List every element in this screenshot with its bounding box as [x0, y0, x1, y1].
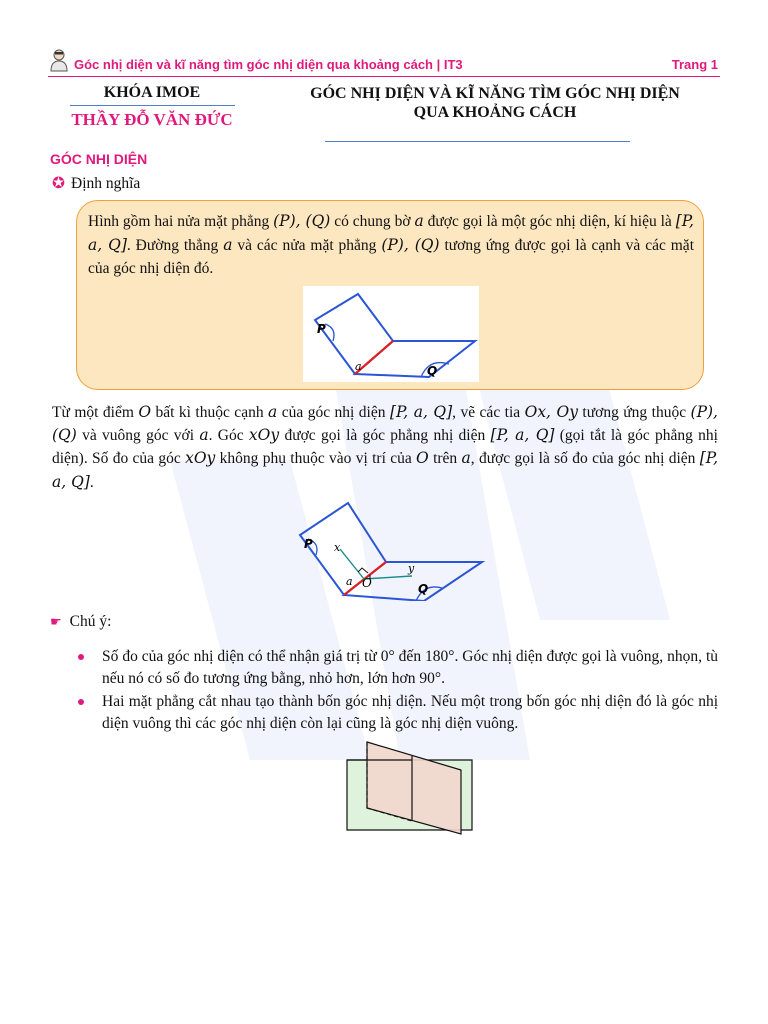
- pointing-hand-icon: ☛: [50, 614, 62, 629]
- label-o: O: [362, 576, 372, 590]
- title-line-1: GÓC NHỊ DIỆN VÀ KĨ NĂNG TÌM GÓC NHỊ DIỆN: [310, 85, 680, 102]
- note-heading-text: Chú ý:: [69, 613, 112, 630]
- label-p: P: [317, 322, 326, 336]
- page-number: Trang 1: [671, 57, 718, 72]
- label-p: P: [304, 537, 313, 551]
- label-q: Q: [418, 582, 429, 596]
- teacher-avatar-icon: [48, 48, 70, 72]
- definition-text: Hình gồm hai nửa mặt phẳng (P), (Q) có chung bờ a được gọi là một góc nhị diện, kí hiệu là [P, a, Q]. Đường thẳng a và các nửa mặt phẳng (P), (Q) tương ứng được gọi là cạnh và các mặt của góc nhị diện đó.: [88, 212, 694, 277]
- bullet-dot-icon: [78, 699, 84, 705]
- label-a: a: [355, 360, 362, 373]
- definition-heading: [52, 174, 140, 193]
- intersecting-planes-figure: [340, 740, 480, 836]
- page-header: [48, 48, 720, 77]
- note-item: Số đo của góc nhị diện có thể nhận giá trị từ 0° đến 180°. Góc nhị diện được gọi là vuông, nhọn, tù nếu nó có số đo tương ứng bằng, nhỏ hơn, lớn hơn 90°.: [76, 646, 718, 690]
- bullet-dot-icon: [78, 654, 84, 660]
- note-heading: [50, 613, 111, 631]
- plane-angle-paragraph: Từ một điểm O bất kì thuộc cạnh a của góc nhị diện [P, a, Q], vẽ các tia Ox, Oy tương ứng thuộc (P), (Q) và vuông góc với a. Góc xOy được gọi là góc phẳng nhị diện [P, a, Q] (gọi tắt là góc phẳng nhị diện). Số đo của góc xOy không phụ thuộc vào vị trí của O trên a, được gọi là số đo của góc nhị diện [P, a, Q].: [52, 403, 719, 491]
- title-line-2: QUA KHOẢNG CÁCH: [413, 104, 577, 121]
- course-block: [62, 84, 242, 130]
- document-title: [282, 84, 708, 122]
- title-divider: [325, 141, 630, 142]
- star-bullet-icon: ✪: [52, 175, 65, 192]
- note-item: Hai mặt phẳng cắt nhau tạo thành bốn góc nhị diện. Nếu một trong bốn góc nhị diện đó là góc nhị diện vuông thì các góc nhị diện còn lại cũng là góc nhị diện vuông.: [76, 691, 718, 735]
- label-y: y: [408, 562, 415, 575]
- label-a: a: [346, 575, 353, 588]
- teacher-name: THẦY ĐỖ VĂN ĐỨC: [71, 110, 233, 129]
- plane-p: [300, 503, 386, 595]
- dihedral-angle-figure: [303, 286, 479, 382]
- header-title: Góc nhị diện và kĩ năng tìm góc nhị diện qua khoảng cách | IT3: [74, 57, 463, 72]
- label-x: x: [334, 541, 341, 554]
- note-list: [76, 646, 718, 736]
- label-q: Q: [427, 364, 438, 378]
- course-name: KHÓA IMOE: [103, 84, 201, 101]
- section-heading: GÓC NHỊ DIỆN: [50, 151, 148, 167]
- definition-heading-text: Định nghĩa: [71, 175, 141, 192]
- course-divider: [70, 105, 235, 106]
- plane-angle-figure: [290, 497, 486, 601]
